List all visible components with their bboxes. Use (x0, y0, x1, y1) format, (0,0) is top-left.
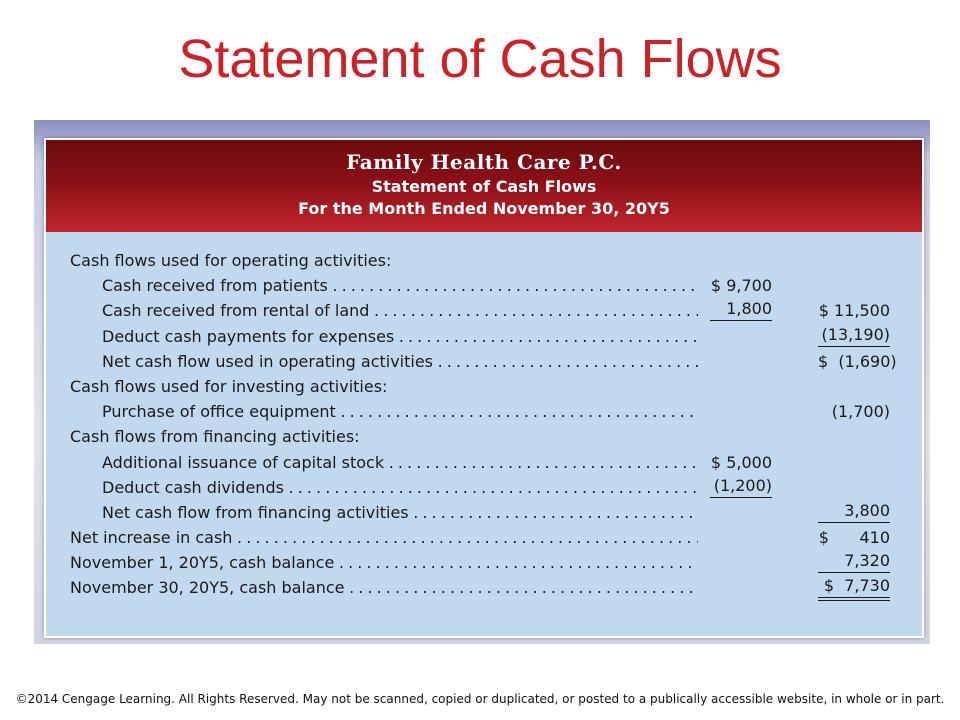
company-name: Family Health Care P.C. (346, 150, 622, 174)
row-label: Net increase in cash . . . (70, 525, 698, 550)
statement-title: Statement of Cash Flows (371, 177, 597, 196)
row-cash-from-patients (46, 273, 922, 298)
row-beginning-balance (46, 550, 922, 575)
row-amount-col2: $ (1,690) (818, 351, 897, 371)
row-label: Additional issuance of capital stock . . . (102, 450, 698, 475)
statement-header (46, 140, 922, 232)
row-amount-col1: (1,200) (710, 475, 772, 498)
row-amount-col1: $ 5,000 (710, 452, 772, 472)
row-amount-col1: 1,800 (710, 298, 772, 321)
copyright-footer: ©2014 Cengage Learning. All Rights Reserved. May not be scanned, copied or duplicated, or posted to a publically accessible website, in whole or in part. (15, 692, 945, 706)
row-label: Purchase of office equipment . . . (102, 399, 698, 424)
row-label: Cash flows used for operating activities: (70, 251, 392, 270)
row-label: Net cash flow used in operating activities . . . (102, 349, 698, 374)
row-financing-heading (46, 424, 922, 449)
row-ending-balance (46, 575, 922, 600)
row-amount-col2: (13,190) (818, 324, 890, 347)
row-label: Cash flows used for investing activities: (70, 376, 388, 396)
row-amount-col2: 3,800 (818, 500, 890, 523)
row-label: Cash flows from financing activities: (70, 427, 360, 447)
statement-panel (44, 138, 924, 638)
row-label: Deduct cash dividends . . . (102, 475, 698, 500)
statement-body (46, 248, 922, 601)
row-label: Deduct cash payments for expenses . . . (102, 324, 698, 349)
row-net-increase (46, 525, 922, 550)
row-net-financing (46, 500, 922, 525)
row-label: Net cash flow from financing activities . . . (102, 500, 698, 525)
row-amount-col2: 7,320 (818, 550, 890, 573)
row-cash-payments-expenses (46, 324, 922, 349)
row-net-operating (46, 349, 922, 374)
row-amount-col2: (1,700) (831, 402, 890, 422)
row-label: Cash received from patients . . . (102, 273, 698, 298)
slide-title: Statement of Cash Flows (178, 29, 782, 89)
row-label: November 1, 20Y5, cash balance . . . (70, 550, 698, 575)
row-cash-dividends (46, 475, 922, 500)
row-label: Cash received from rental of land . . . (102, 298, 698, 323)
row-amount-col1: $ 9,700 (710, 276, 772, 296)
row-capital-stock (46, 450, 922, 475)
row-amount-col2: $ 410 (818, 528, 890, 548)
row-investing-heading (46, 374, 922, 399)
row-amount-col2: $ 11,500 (818, 301, 890, 321)
row-cash-from-rental (46, 298, 922, 323)
row-operating-heading (46, 248, 922, 273)
row-label: November 30, 20Y5, cash balance . . . (70, 575, 698, 600)
row-office-equipment (46, 399, 922, 424)
row-amount-col2: $ 7,730 (818, 575, 890, 601)
statement-period: For the Month Ended November 30, 20Y5 (298, 199, 670, 218)
